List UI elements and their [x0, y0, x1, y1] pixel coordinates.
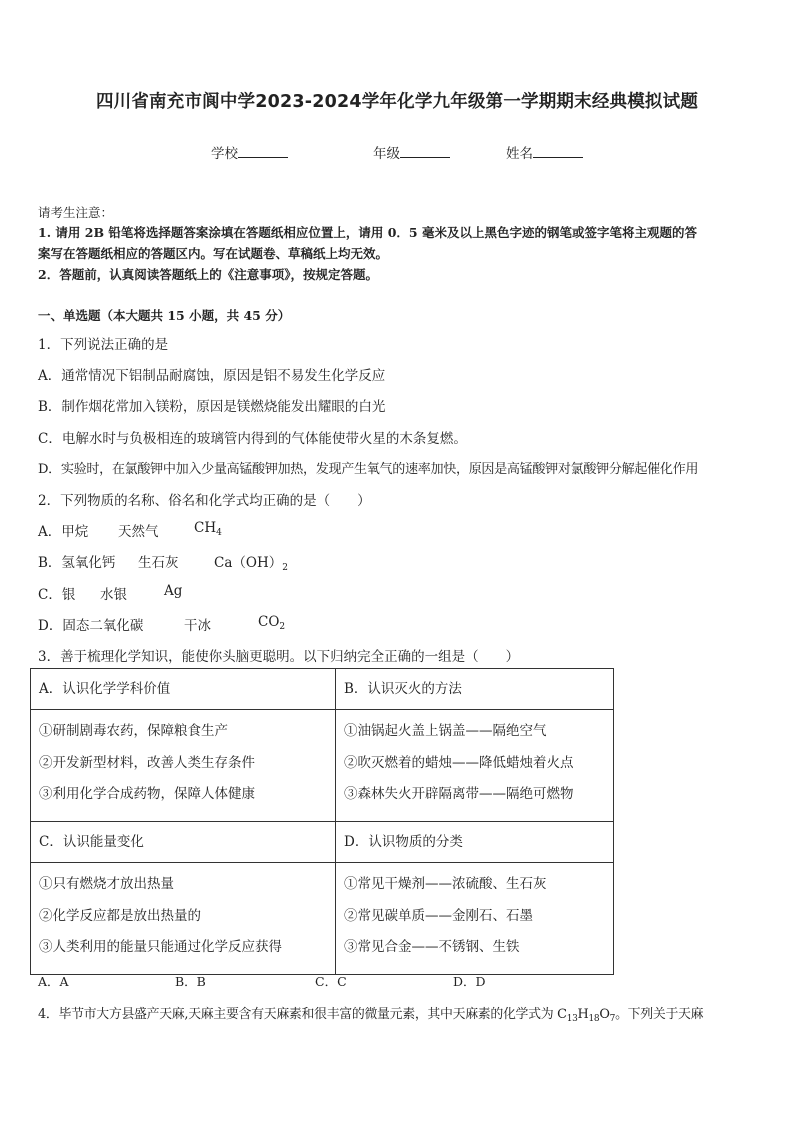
notice-item-2: 2．答题前，认真阅读答题纸上的《注意事项》，按规定答题。	[38, 267, 378, 282]
q3-option-a: A．A	[38, 974, 69, 989]
q1-option-b: B．制作烟花常加入镁粉，原因是镁燃烧能发出耀眼的白光	[38, 399, 386, 415]
notice-item-1a: 1. 请用 2B 铅笔将选择题答案涂填在答题纸相应位置上，请用 0．5 毫米及以上黑色字迹的钢笔或签字笔将主观题的答	[38, 225, 697, 240]
school-field	[211, 142, 288, 162]
grade-blank	[400, 144, 450, 158]
q3-stem: 3．善于梳理化学知识，能使你头脑更聪明。以下归纳完全正确的一组是（ ）	[38, 649, 520, 665]
q2-stem: 2．下列物质的名称、俗名和化学式均正确的是（ ）	[38, 493, 371, 509]
q3-cell-c-header: C．认识能量变化	[31, 822, 336, 863]
q3-option-d: D．D	[453, 974, 486, 989]
q2-option-c: C．银 水银 Ag	[38, 583, 183, 603]
name-field	[506, 142, 583, 162]
q3-cell-b-header: B．认识灭火的方法	[336, 669, 614, 710]
q3-cell-a-items: ①研制剧毒农药，保障粮食生产 ②开发新型材料，改善人类生存条件 ③利用化学合成药物，保障人体健康	[31, 710, 336, 822]
q1-stem: 1．下列说法正确的是	[38, 337, 169, 353]
notice-item-1b: 案写在答题纸相应的答题区内。写在试题卷、草稿纸上均无效。	[38, 246, 389, 261]
school-label: 学校	[211, 146, 238, 162]
q1-option-d: D．实验时，在氯酸钾中加入少量高锰酸钾加热，发现产生氧气的速率加快，原因是高锰酸钾对氯酸钾分解起催化作用	[38, 462, 699, 477]
q1-option-c: C．电解水时与负极相连的玻璃管内得到的气体能使带火星的木条复燃。	[38, 431, 467, 447]
grade-field	[373, 142, 450, 162]
school-blank	[238, 144, 288, 158]
q3-option-b: B．B	[175, 974, 206, 989]
q3-cell-c-items: ①只有燃烧才放出热量 ②化学反应都是放出热量的 ③人类利用的能量只能通过化学反应获得	[31, 863, 336, 975]
page-title: 四川省南充市阆中学2023-2024学年化学九年级第一学期期末经典模拟试题	[95, 92, 699, 112]
q2-option-b: B．氢氧化钙 生石灰 $Ca(OH)_2$	[38, 555, 288, 573]
name-label: 姓名	[506, 146, 533, 162]
q3-cell-b-items: ①油锅起火盖上锅盖——隔绝空气 ②吹灭燃着的蜡烛——降低蜡烛着火点 ③森林失火开辟隔离带——隔绝可燃物	[336, 710, 614, 822]
name-blank	[533, 144, 583, 158]
notice-heading: 请考生注意：	[38, 205, 114, 220]
q2-option-a: A．甲烷 天然气 $CH_4$	[38, 520, 222, 540]
q3-cell-d-header: D．认识物质的分类	[336, 822, 614, 863]
grade-label: 年级	[373, 146, 400, 162]
q2-option-d: D．固态二氧化碳 干冰 $CO_2$	[38, 614, 286, 634]
q4-stem: 4．毕节市大方县盛产天麻,天麻主要含有天麻素和很丰富的微量元素，其中天麻素的化学式为 $C_{13}H_{18}O_7$。下列关于天麻	[38, 1007, 704, 1024]
q3-option-c: C．C	[315, 974, 347, 989]
q3-cell-d-items: ①常见干燥剂——浓硫酸、生石灰 ②常见碳单质——金刚石、石墨 ③常见合金——不锈钢、生铁	[336, 863, 614, 975]
q1-option-a: A．通常情况下铝制品耐腐蚀，原因是铝不易发生化学反应	[38, 368, 386, 384]
section-heading: 一、单选题（本大题共 15 小题，共 45 分）	[38, 308, 291, 323]
q3-cell-a-header: A．认识化学学科价值	[31, 669, 336, 710]
q3-knowledge-table	[30, 668, 614, 975]
